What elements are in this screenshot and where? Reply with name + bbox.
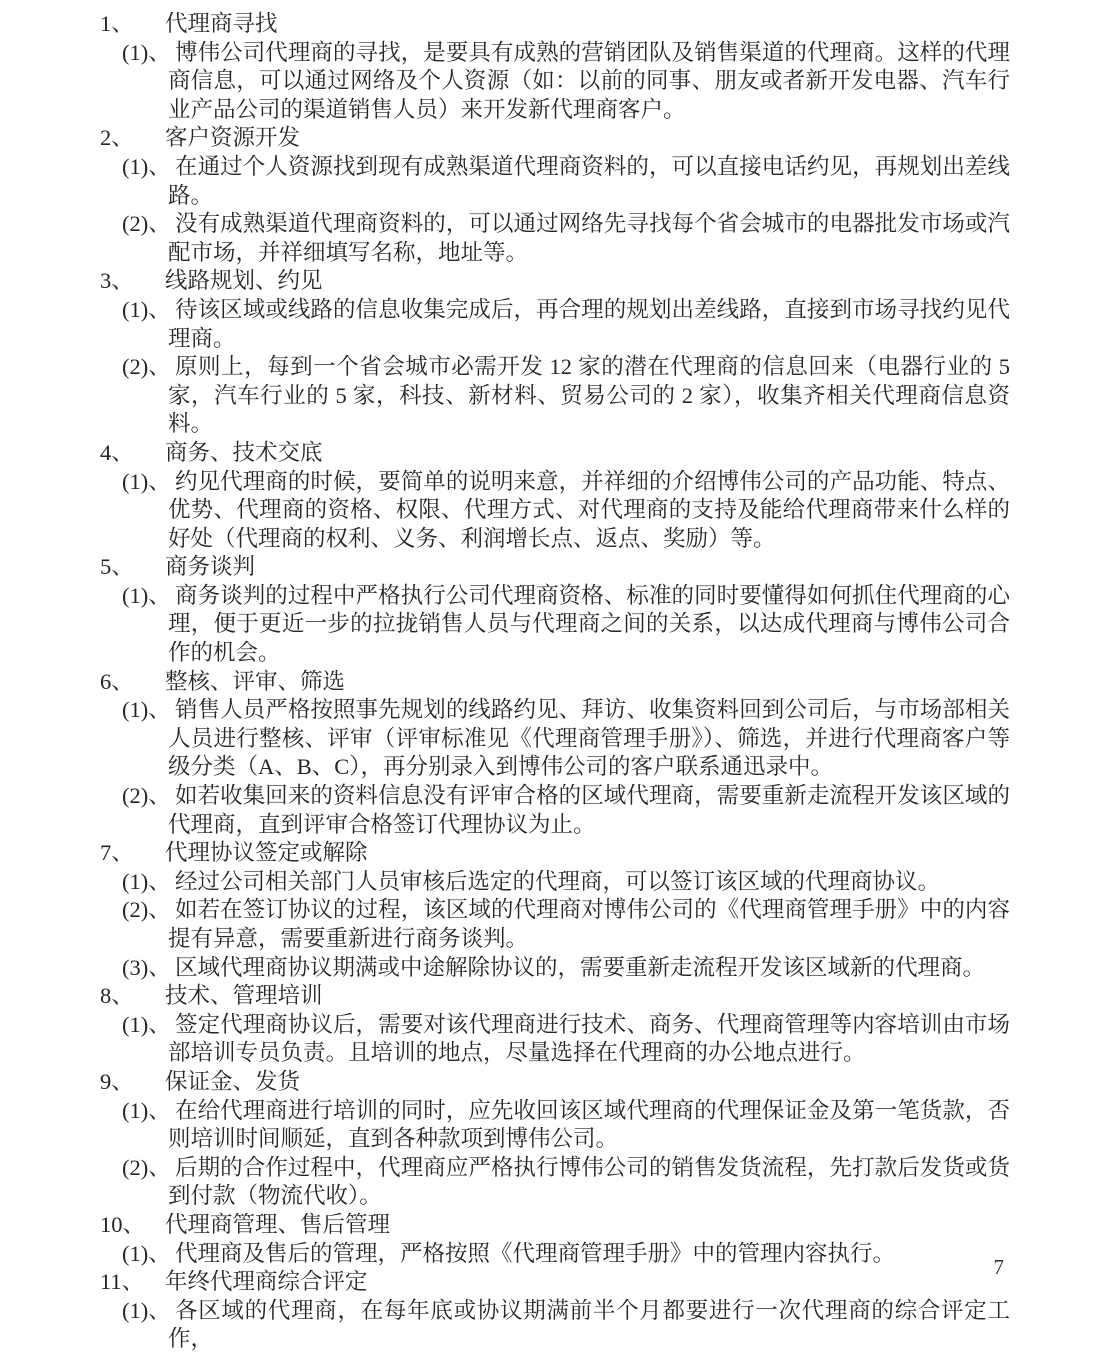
section — [100, 1268, 1010, 1354]
item-marker: (2)、 — [122, 897, 171, 923]
section-number: 7、 — [100, 840, 134, 866]
section-number: 1、 — [100, 11, 134, 36]
section — [100, 10, 1010, 124]
item-text: 约见代理商的时候，要简单的说明来意，并祥细的介绍博伟公司的产品功能、特点、优势、代理商的资格、权限、代理方式、对代理商的支持及能给代理商带来什么样的好处（代理商的权利、义务、利润增长点、返点、奖励）等。 — [168, 468, 1010, 551]
section — [100, 439, 1010, 553]
list-item — [122, 582, 1010, 668]
section-number: 8、 — [100, 983, 134, 1009]
item-text: 经过公司相关部门人员审核后选定的代理商，可以签订该区域的代理商协议。 — [175, 868, 941, 894]
item-text: 代理商及售后的管理，严格按照《代理商管理手册》中的管理内容执行。 — [175, 1240, 896, 1266]
item-marker: (1)、 — [122, 697, 171, 723]
section-heading — [100, 439, 1010, 468]
section — [100, 668, 1010, 840]
item-text: 各区域的代理商，在每年底或协议期满前半个月都要进行一次代理商的综合评定工作， — [168, 1297, 1010, 1352]
section-number: 3、 — [100, 268, 134, 294]
item-text: 没有成熟渠道代理商资料的，可以通过网络先寻找每个省会城市的电器批发市场或汽配市场，并祥细填写名称，地址等。 — [168, 211, 1010, 265]
list-item — [122, 1011, 1010, 1068]
list-item — [122, 1297, 1010, 1354]
section-heading — [100, 982, 1010, 1011]
section — [100, 982, 1010, 1068]
item-text: 销售人员严格按照事先规划的线路约见、拜访、收集资料回到公司后，与市场部相关人员进行整核、评审（评审标准见《代理商管理手册》）、筛选，并进行代理商客户等级分类（A、B、C），再分别录入到博伟公司的客户联系通迅录中。 — [168, 697, 1010, 780]
list-item — [122, 210, 1010, 267]
section-heading — [100, 1068, 1010, 1097]
item-text: 后期的合作过程中，代理商应严格执行博伟公司的销售发货流程，先打款后发货或货到付款（物流代收）。 — [168, 1154, 1010, 1209]
item-marker: (3)、 — [122, 954, 171, 980]
section-heading — [100, 267, 1010, 296]
list-item — [122, 153, 1010, 210]
item-marker: (1)、 — [122, 1011, 171, 1037]
section-number: 9、 — [100, 1068, 134, 1094]
item-marker: (1)、 — [122, 1097, 171, 1123]
section-heading — [100, 668, 1010, 697]
list-item — [122, 782, 1010, 839]
item-marker: (1)、 — [122, 868, 171, 894]
item-text: 原则上，每到一个省会城市必需开发 12 家的潜在代理商的信息回来（电器行业的 5 家，汽车行业的 5 家，科技、新材料、贸易公司的 2 家），收集齐相关代理商信息资料。 — [168, 354, 1010, 437]
list-item — [122, 696, 1010, 782]
section-title: 代理协议签定或解除 — [165, 840, 368, 866]
item-text: 签定代理商协议后，需要对该代理商进行技术、商务、代理商管理等内容培训由市场部培训专员负责。且培训的地点，尽量选择在代理商的办公地点进行。 — [168, 1011, 1010, 1066]
section — [100, 553, 1010, 667]
section-title: 保证金、发货 — [165, 1068, 301, 1094]
item-marker: (1)、 — [122, 153, 171, 179]
list-item — [122, 1097, 1010, 1154]
section-heading — [100, 1211, 1010, 1240]
section-title: 客户资源开发 — [165, 125, 301, 151]
item-marker: (1)、 — [122, 582, 171, 608]
item-marker: (2)、 — [122, 1154, 171, 1180]
item-marker: (1)、 — [122, 1240, 171, 1266]
item-text: 待该区域或线路的信息收集完成后，再合理的规划出差线路，直接到市场寻找约见代理商。 — [168, 296, 1010, 351]
item-text: 如若收集回来的资料信息没有评审合格的区域代理商，需要重新走流程开发该区域的代理商，直到评审合格签订代理协议为止。 — [168, 783, 1010, 837]
section-title: 年终代理商综合评定 — [165, 1269, 368, 1295]
item-marker: (1)、 — [122, 39, 171, 65]
list-item — [122, 468, 1010, 554]
section — [100, 267, 1010, 439]
list-item — [122, 353, 1010, 439]
list-item — [122, 39, 1010, 125]
item-text: 如若在签订协议的过程，该区域的代理商对博伟公司的《代理商管理手册》中的内容提有异意，需要重新进行商务谈判。 — [168, 897, 1010, 951]
section — [100, 1068, 1010, 1211]
section-title: 技术、管理培训 — [165, 983, 323, 1009]
section-title: 整核、评审、筛选 — [165, 668, 346, 694]
item-marker: (2)、 — [122, 783, 171, 809]
section-title: 商务谈判 — [165, 554, 256, 580]
item-text: 在给代理商进行培训的同时，应先收回该区域代理商的代理保证金及第一笔货款，否则培训时间顺延，直到各种款项到博伟公司。 — [168, 1097, 1010, 1152]
section-title: 代理商管理、售后管理 — [165, 1211, 391, 1237]
list-item — [122, 954, 1010, 983]
list-item — [122, 296, 1010, 353]
section-number: 10、 — [100, 1211, 146, 1237]
section — [100, 124, 1010, 267]
item-text: 商务谈判的过程中严格执行公司代理商资格、标准的同时要懂得如何抓住代理商的心理，便于更近一步的拉拢销售人员与代理商之间的关系，以达成代理商与博伟公司合作的机会。 — [168, 582, 1010, 666]
page-number: 7 — [993, 1255, 1004, 1279]
section-title: 代理商寻找 — [165, 11, 278, 36]
section — [100, 839, 1010, 982]
section-heading — [100, 10, 1010, 39]
item-text: 在通过个人资源找到现有成熟渠道代理商资料的，可以直接电话约见，再规划出差线路。 — [168, 153, 1010, 208]
section-title: 线路规划、约见 — [165, 268, 323, 294]
section-heading — [100, 839, 1010, 868]
item-marker: (1)、 — [122, 1297, 171, 1323]
section-number: 4、 — [100, 439, 134, 465]
list-item — [122, 1240, 1010, 1269]
item-text: 区域代理商协议期满或中途解除协议的，需要重新走流程开发该区域新的代理商。 — [175, 954, 986, 980]
section-heading — [100, 553, 1010, 582]
section-heading — [100, 124, 1010, 153]
item-marker: (2)、 — [122, 354, 171, 380]
section-number: 5、 — [100, 554, 134, 580]
item-marker: (2)、 — [122, 211, 171, 237]
procedure-list — [100, 10, 1010, 1354]
section — [100, 1211, 1010, 1268]
section-number: 6、 — [100, 668, 134, 694]
list-item — [122, 868, 1010, 897]
item-marker: (1)、 — [122, 468, 171, 494]
item-marker: (1)、 — [122, 296, 171, 322]
section-heading — [100, 1268, 1010, 1297]
list-item — [122, 896, 1010, 953]
section-number: 11、 — [100, 1269, 145, 1295]
list-item — [122, 1154, 1010, 1211]
item-text: 博伟公司代理商的寻找，是要具有成熟的营销团队及销售渠道的代理商。这样的代理商信息，可以通过网络及个人资源（如：以前的同事、朋友或者新开发电器、汽车行业产品公司的渠道销售人员）来开发新代理商客户。 — [168, 39, 1010, 122]
section-number: 2、 — [100, 125, 134, 151]
section-title: 商务、技术交底 — [165, 439, 323, 465]
